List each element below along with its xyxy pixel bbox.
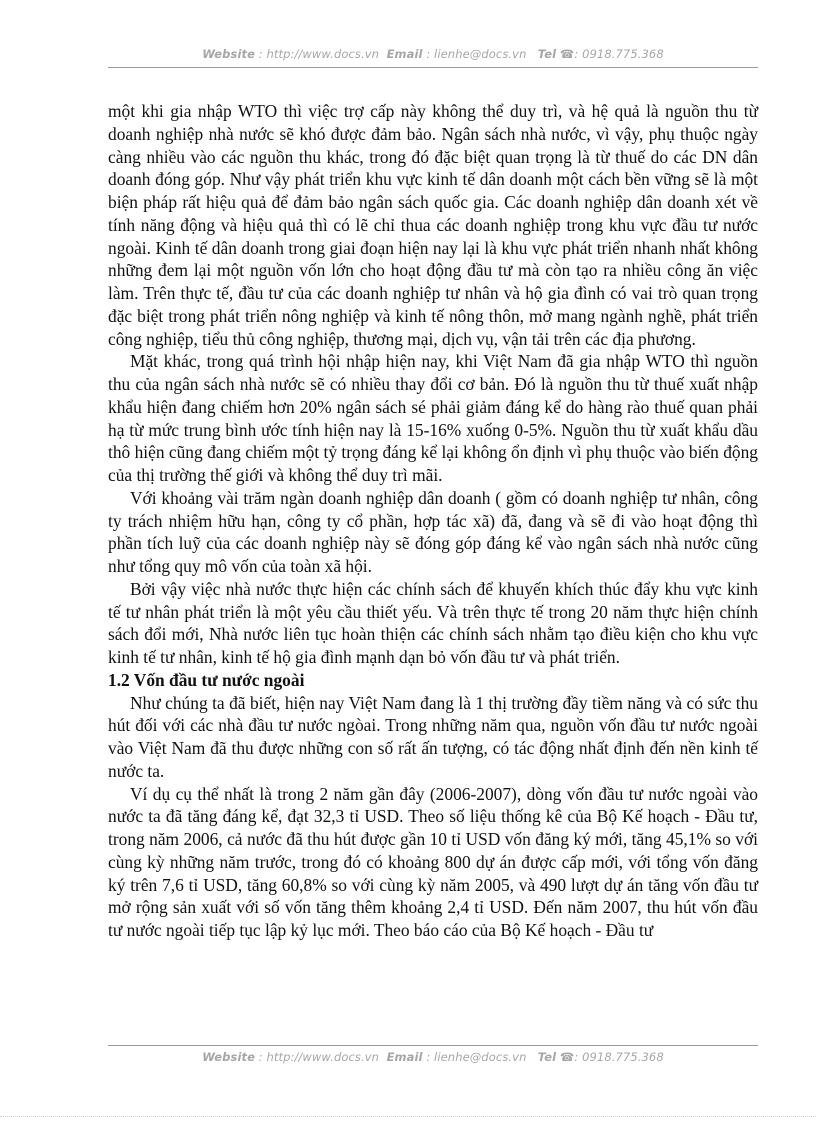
paragraph-4: Bởi vậy việc nhà nước thực hiện các chính sách để khuyến khích thúc đẩy khu vực kinh tế tư nhân phát triển là một yêu cầu thiết yếu. Và trên thực tế trong 20 năm thực hiện chính sách đổi mới, Nhà nước liên tục hoàn thiện các chính sách nhằm tạo điều kiện cho khu vực kinh tế tư nhân, kinh tế hộ gia đình mạnh dạn bỏ vốn đầu tư và phát triển. xyxy=(108,578,758,667)
header-website-link[interactable]: : http://www.docs.vn xyxy=(258,47,380,61)
page-header xyxy=(108,47,758,61)
header-tel-value: ☎: 0918.775.368 xyxy=(559,47,664,61)
footer-website-link[interactable]: : http://www.docs.vn xyxy=(258,1050,380,1064)
paragraph-3: Với khoảng vài trăm ngàn doanh nghiệp dân doanh ( gồm có doanh nghiệp tư nhân, công ty trách nhiệm hữu hạn, công ty cổ phần, hợp tác xã) đã, đang và sẽ đi vào hoạt động thì phần tích luỹ của các doanh nghiệp này sẽ đóng góp đáng kể vào ngân sách nhà nước cũng như tổng quy mô vốn của toàn xã hội. xyxy=(108,487,758,576)
header-rule xyxy=(108,67,758,68)
header-tel-label: Tel xyxy=(537,47,557,61)
page-edge-divider xyxy=(0,1116,816,1117)
page-footer xyxy=(108,1050,758,1064)
header-email-link[interactable]: : lienhe@docs.vn xyxy=(426,47,527,61)
footer-email-link[interactable]: : lienhe@docs.vn xyxy=(426,1050,527,1064)
header-email-label: Email xyxy=(386,47,423,61)
paragraph-6: Ví dụ cụ thể nhất là trong 2 năm gần đây (2006-2007), dòng vốn đầu tư nước ngoài vào nước ta đã tăng đáng kể, đạt 32,3 tỉ USD. Theo số liệu thống kê của Bộ Kế hoạch - Đầu tư, trong năm 2006, cả nước đã thu hút được gần 10 tỉ USD vốn đăng ký mới, tăng 45,1% so với cùng kỳ những năm trước, trong đó có khoảng 800 dự án được cấp mới, với tổng vốn đăng ký trên 7,6 tỉ USD, tăng 60,8% so với cùng kỳ năm 2005, và 490 lượt dự án tăng vốn đầu tư mở rộng sản xuất với số vốn tăng thêm khoảng 2,4 tỉ USD. Đến năm 2007, thu hút vốn đầu tư nước ngoài tiếp tục lập kỷ lục mới. Theo báo cáo của Bộ Kế hoạch - Đầu tư xyxy=(108,783,758,940)
paragraph-1: một khi gia nhập WTO thì việc trợ cấp này không thể duy trì, và hệ quả là nguồn thu từ doanh nghiệp nhà nước sẽ khó được đảm bảo. Ngân sách nhà nước, vì vậy, phụ thuộc ngày càng nhiều vào các nguồn thu khác, trong đó đặc biệt quan trọng là từ thuế do các DN dân doanh đóng góp. Như vậy phát triển khu vực kinh tế dân doanh một cách bền vững sẽ là một biện pháp rất hiệu quả để đảm bảo ngân sách quốc gia. Các doanh nghiệp dân doanh xét về tính năng động và hiệu quả thì có lẽ chỉ thua các doanh nghiệp trong khu vực đầu tư nước ngoài. Kinh tế dân doanh trong giai đoạn hiện nay lại là khu vực phát triển nhanh nhất không những đem lại một nguồn vốn lớn cho hoạt động đầu tư mà còn tạo ra nhiều công ăn việc làm. Trên thực tế, đầu tư của các doanh nghiệp tư nhân và hộ gia đình có vai trò quan trọng đặc biệt trong phát triển nông nghiệp và kinh tế nông thôn, mở mang ngành nghề, phát triển công nghiệp, tiểu thủ công nghiệp, thương mại, dịch vụ, vận tải trên các địa phương. xyxy=(108,101,758,349)
header-website-label: Website xyxy=(202,47,255,61)
footer-website-label: Website xyxy=(202,1050,255,1064)
footer-tel-value: ☎: 0918.775.368 xyxy=(559,1050,664,1064)
footer-rule xyxy=(108,1045,758,1046)
footer-email-label: Email xyxy=(386,1050,423,1064)
section-heading: 1.2 Vốn đầu tư nước ngoài xyxy=(108,669,305,690)
paragraph-5: Như chúng ta đã biết, hiện nay Việt Nam đang là 1 thị trường đầy tiềm năng và có sức thu hút đối với các nhà đầu tư nước ngòai. Trong những năm qua, nguồn vốn đầu tư nước ngoài vào Việt Nam đã thu được những con số rất ấn tượng, có tác động nhất định đến nền kinh tế nước ta. xyxy=(108,692,758,781)
document-body xyxy=(108,100,758,942)
paragraph-2: Mặt khác, trong quá trình hội nhập hiện nay, khi Việt Nam đã gia nhập WTO thì nguồn thu của ngân sách nhà nước sẽ có nhiều thay đổi cơ bản. Đó là nguồn thu từ thuế xuất nhập khẩu hiện đang chiếm hơn 20% ngân sách sé phải giảm đáng kể do hàng rào thuế quan phải hạ từ mức trung bình ước tính hiện nay là 15-16% xuống 0-5%. Nguồn thu từ xuất khẩu dầu thô hiện cũng đang chiếm một tỷ trọng đáng kể lại không ổn định vì phụ thuộc vào biến động của thị trường thế giới và không thể duy trì mãi. xyxy=(108,351,758,485)
footer-tel-label: Tel xyxy=(537,1050,557,1064)
